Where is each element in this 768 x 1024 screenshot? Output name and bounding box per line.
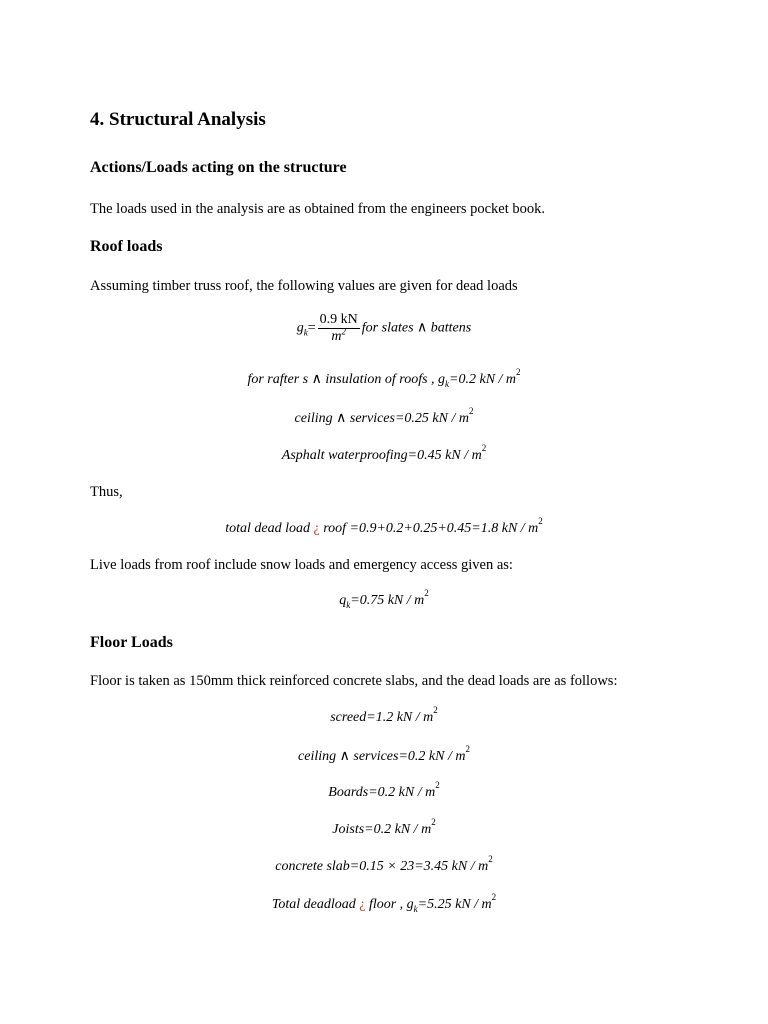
live-loads-paragraph: Live loads from roof include snow loads and emergency access given as: — [90, 557, 513, 573]
render-error-mark: ¿ — [359, 897, 366, 912]
floor-equation-joists: Joists=0.2 kN / $m^2$ — [332, 817, 436, 837]
floor-loads-heading: Floor Loads — [90, 634, 173, 651]
loads-subheading: Actions/Loads acting on the structure — [90, 159, 347, 176]
render-error-mark: ¿ — [313, 521, 320, 536]
roof-intro-paragraph: Assuming timber truss roof, the following values are given for dead loads — [90, 278, 518, 294]
roof-equation-ceiling: ceiling ∧ services=0.25 kN / $m^2$ — [294, 406, 474, 426]
roof-equation-asphalt: Asphalt waterproofing=0.45 kN / $m^2$ — [281, 443, 487, 463]
fraction-numerator: 0.9 kN — [319, 312, 358, 327]
eq-description: for slates ∧ battens — [361, 320, 472, 336]
intro-paragraph: The loads used in the analysis are as obtained from the engineers pocket book. — [90, 201, 546, 217]
fraction — [318, 312, 360, 345]
floor-equation-ceiling: ceiling ∧ services=0.2 kN / $m^2$ — [298, 744, 470, 764]
roof-equation-rafters: for rafter s ∧ insulation of roofs , $g_k=0.2$ kN / $m^2$ — [247, 367, 521, 389]
roof-loads-heading: Roof loads — [90, 238, 163, 255]
roof-live-load: $q_k=0.75$ kN / $m^2$ — [339, 588, 429, 610]
floor-total-dead-load: Total deadload ¿ floor , $g_k=5.25$ kN / $m^2$ — [271, 892, 497, 914]
floor-equation-slab: concrete slab=0.15 × 23=3.45 kN / $m^2$ — [275, 854, 493, 874]
section-title: 4. Structural Analysis — [90, 109, 266, 130]
thus-text: Thus, — [90, 484, 123, 500]
roof-total-dead-load: total dead load ¿ roof =0.9+0.2+0.25+0.45=1.8 kN / $m^2$ — [225, 516, 543, 536]
eq-lhs: g — [296, 320, 304, 336]
roof-equation-slates: $g_k=$ $\frac{0.9 kN}{m^2}$ for slates ∧ battens — [296, 312, 472, 344]
floor-equation-boards: Boards=0.2 kN / $m^2$ — [328, 780, 440, 800]
floor-intro-paragraph: Floor is taken as 150mm thick reinforced concrete slabs, and the dead loads are as follows: — [90, 673, 618, 689]
fraction-denominator: $m^2$ — [331, 326, 347, 344]
floor-equation-screed: screed=1.2 kN / $m^2$ — [330, 705, 438, 725]
